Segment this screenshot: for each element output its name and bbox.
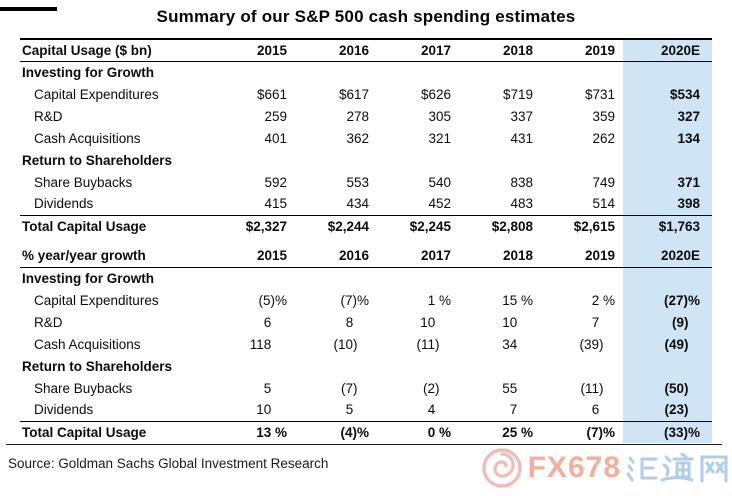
value-cell: $719	[502, 86, 533, 102]
total-row	[20, 215, 712, 237]
estimate-value-cell: (23)	[623, 399, 712, 421]
section-header-row	[20, 355, 712, 377]
row-label: Dividends	[34, 402, 94, 418]
row-label: Cash Acquisitions	[34, 130, 141, 146]
table-row	[20, 171, 712, 193]
column-header-2018: 2018	[459, 245, 541, 267]
total-row	[20, 421, 712, 443]
column-header-2020e: 2020E	[623, 245, 712, 267]
value-cell: 7	[509, 402, 518, 418]
value-cell: 278	[346, 108, 369, 124]
value-cell: 259	[264, 108, 287, 124]
value-cell: (4)%	[295, 421, 377, 443]
highlight-band-segment	[623, 237, 712, 245]
estimate-value-cell: (27)%	[623, 289, 712, 311]
estimate-value-cell: (9)	[623, 311, 712, 333]
table-title-cell: % year/year growth	[20, 245, 213, 267]
total-label: Total Capital Usage	[20, 421, 213, 443]
column-header-2020e: 2020E	[623, 39, 712, 61]
value-cell: (2)	[423, 380, 440, 396]
row-label: Dividends	[34, 196, 94, 212]
table-header-row	[20, 39, 712, 61]
value-cell: 6	[263, 314, 272, 330]
row-label: Capital Expenditures	[34, 292, 159, 308]
section-header-row	[20, 61, 712, 83]
value-cell: $2,245	[377, 215, 459, 237]
section-highlight-cell	[623, 149, 712, 171]
estimate-value-cell: 134	[623, 127, 712, 149]
section-label: Return to Shareholders	[22, 358, 173, 374]
value-cell: $2,327	[213, 215, 295, 237]
value-cell: 10	[256, 402, 272, 418]
value-cell: 5	[263, 380, 272, 396]
column-header-2019: 2019	[541, 245, 623, 267]
value-cell: 434	[346, 196, 369, 212]
value-cell: 13 %	[213, 421, 295, 443]
row-label: R&D	[34, 108, 63, 124]
source-attribution: Source: Goldman Sachs Global Investment Research	[8, 456, 329, 471]
total-label: Total Capital Usage	[20, 215, 213, 237]
value-cell: 415	[264, 196, 287, 212]
value-cell: 10	[420, 314, 436, 330]
tables-container	[20, 38, 712, 443]
column-header-2016: 2016	[295, 39, 377, 61]
section-highlight-cell	[623, 61, 712, 83]
estimate-value-cell: $534	[623, 83, 712, 105]
value-cell: (11)	[580, 380, 604, 396]
value-cell: 34	[502, 336, 518, 352]
table-row	[20, 311, 712, 333]
row-label: Cash Acquisitions	[34, 336, 141, 352]
value-cell: 321	[428, 130, 451, 146]
estimate-value-cell: (50)	[623, 377, 712, 399]
capital-usage-table	[20, 38, 712, 237]
row-label: Share Buybacks	[34, 174, 133, 190]
value-cell: (39)	[579, 336, 604, 352]
value-cell: $626	[420, 86, 451, 102]
section-label: Investing for Growth	[22, 64, 155, 80]
value-cell: (5)%	[258, 292, 287, 308]
value-cell: $2,244	[295, 215, 377, 237]
value-cell: 25 %	[459, 421, 541, 443]
value-cell: (7)%	[340, 292, 369, 308]
value-cell: 262	[592, 130, 615, 146]
value-cell: 0 %	[377, 421, 459, 443]
value-cell: 8	[345, 314, 354, 330]
value-cell: 4	[427, 402, 436, 418]
value-cell: 553	[346, 174, 369, 190]
value-cell: 6	[591, 402, 600, 418]
table-row	[20, 333, 712, 355]
value-cell: (7)%	[541, 421, 623, 443]
value-cell: (11)	[416, 336, 440, 352]
estimate-value-cell: $1,763	[623, 215, 712, 237]
watermark-brand-text: FX678	[527, 451, 621, 484]
top-edge-artifact	[0, 7, 57, 11]
table-row	[20, 105, 712, 127]
value-cell: $2,615	[541, 215, 623, 237]
column-header-2016: 2016	[295, 245, 377, 267]
value-cell: (10)	[333, 336, 358, 352]
value-cell: 362	[346, 130, 369, 146]
estimate-value-cell: 398	[623, 193, 712, 215]
value-cell: 10	[502, 314, 518, 330]
estimate-value-cell: (33)%	[623, 421, 712, 443]
column-header-2018: 2018	[459, 39, 541, 61]
table-row	[20, 83, 712, 105]
value-cell: 337	[510, 108, 533, 124]
section-header-row	[20, 267, 712, 289]
section-label: Investing for Growth	[22, 270, 155, 286]
table-gap	[20, 237, 712, 245]
column-header-2017: 2017	[377, 39, 459, 61]
value-cell: 359	[592, 108, 615, 124]
value-cell: 15 %	[502, 292, 533, 308]
column-header-2015: 2015	[213, 245, 295, 267]
row-label: Share Buybacks	[34, 380, 133, 396]
value-cell: 1 %	[427, 292, 451, 308]
table-title-cell: Capital Usage ($ bn)	[20, 39, 213, 61]
value-cell: $661	[256, 86, 287, 102]
yoy-growth-table	[20, 245, 712, 443]
column-header-2019: 2019	[541, 39, 623, 61]
table-header-row	[20, 245, 712, 267]
value-cell: $2,808	[459, 215, 541, 237]
value-cell: 592	[264, 174, 287, 190]
section-highlight-cell	[623, 267, 712, 289]
table-row	[20, 377, 712, 399]
page-title: Summary of our S&P 500 cash spending estimates	[156, 7, 576, 26]
row-label: Capital Expenditures	[34, 86, 159, 102]
table-row	[20, 399, 712, 421]
value-cell: 55	[502, 380, 518, 396]
value-cell: 838	[510, 174, 533, 190]
value-cell: (7)	[341, 380, 358, 396]
table-row	[20, 289, 712, 311]
bottom-divider	[6, 444, 722, 445]
value-cell: 118	[249, 336, 272, 352]
value-cell: 431	[510, 130, 533, 146]
value-cell: 2 %	[591, 292, 615, 308]
estimate-value-cell: 327	[623, 105, 712, 127]
estimate-value-cell: 371	[623, 171, 712, 193]
value-cell: $731	[584, 86, 615, 102]
value-cell: 483	[510, 196, 533, 212]
value-cell: 540	[428, 174, 451, 190]
estimate-value-cell: (49)	[623, 333, 712, 355]
section-highlight-cell	[623, 355, 712, 377]
value-cell: 401	[264, 130, 287, 146]
value-cell: 452	[428, 196, 451, 212]
value-cell: 5	[345, 402, 354, 418]
section-header-row	[20, 149, 712, 171]
column-header-2015: 2015	[213, 39, 295, 61]
column-header-2017: 2017	[377, 245, 459, 267]
value-cell: 514	[592, 196, 615, 212]
table-row	[20, 193, 712, 215]
value-cell: 7	[591, 314, 600, 330]
section-label: Return to Shareholders	[22, 152, 173, 168]
value-cell: $617	[338, 86, 369, 102]
value-cell: 305	[428, 108, 451, 124]
value-cell: 749	[592, 174, 615, 190]
table-row	[20, 127, 712, 149]
row-label: R&D	[34, 314, 63, 330]
